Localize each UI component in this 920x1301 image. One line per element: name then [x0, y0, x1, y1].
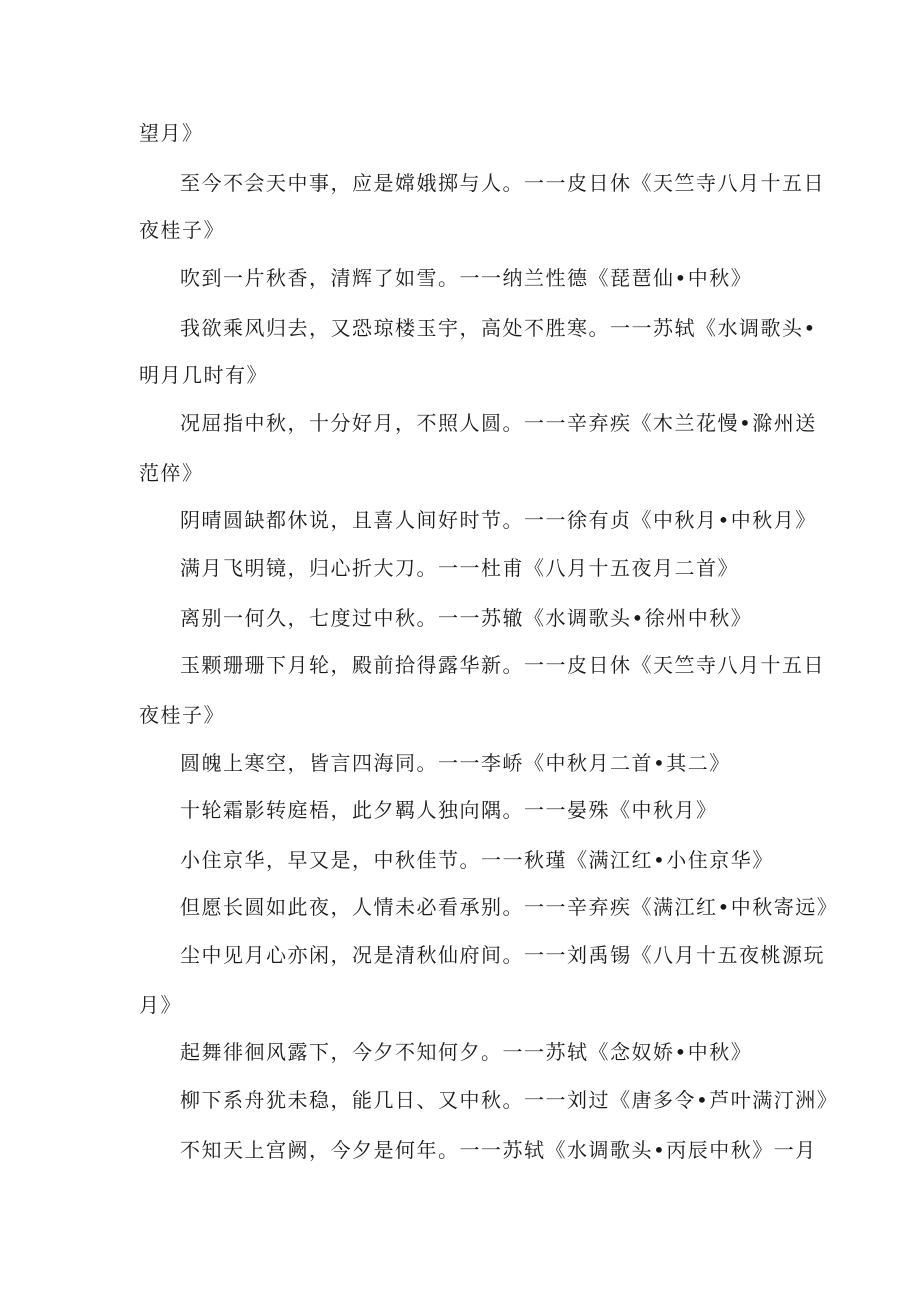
- text-line: 玉颗珊珊下月轮，殿前拾得露华新。一一皮日休《天竺寺八月十五日: [180, 653, 825, 677]
- text-line: 不知天上宫阙，今夕是何年。一一苏轼《水调歌头•丙辰中秋》一月: [180, 1138, 817, 1162]
- text-line: 吹到一片秋香，清辉了如雪。一一纳兰性德《琵琶仙•中秋》: [180, 266, 753, 290]
- text-line: 柳下系舟犹未稳，能几日、又中秋。一一刘过《唐多令•芦叶满汀洲》: [180, 1088, 839, 1112]
- text-line: 离别一何久，七度过中秋。一一苏辙《水调歌头•徐州中秋》: [180, 606, 753, 630]
- text-line: 望月》: [139, 121, 204, 145]
- text-line: 况屈指中秋，十分好月，不照人圆。一一辛弃疾《木兰花慢•滁州送: [180, 411, 817, 435]
- text-line: 尘中见月心亦闲，况是清秋仙府间。一一刘禹锡《八月十五夜桃源玩: [180, 943, 825, 967]
- text-line: 起舞徘徊风露下，今夕不知何夕。一一苏轼《念奴娇•中秋》: [180, 1040, 753, 1064]
- text-line: 月》: [139, 993, 182, 1017]
- text-line: 夜桂子》: [139, 218, 225, 242]
- text-line: 明月几时有》: [139, 363, 268, 387]
- text-line: 至今不会天中事，应是嫦娥掷与人。一一皮日休《天竺寺八月十五日: [180, 171, 825, 195]
- text-line: 我欲乘风归去，又恐琼楼玉宇，高处不胜寒。一一苏轼《水调歌头•: [180, 316, 817, 340]
- text-line: 范倅》: [139, 461, 204, 485]
- text-line: 夜桂子》: [139, 703, 225, 727]
- text-line: 阴晴圆缺都休说，且喜人间好时节。一一徐有贞《中秋月•中秋月》: [180, 508, 817, 532]
- text-line: 满月飞明镜，归心折大刀。一一杜甫《八月十五夜月二首》: [180, 556, 739, 580]
- text-line: 圆魄上寒空，皆言四海同。一一李峤《中秋月二首•其二》: [180, 751, 731, 775]
- text-line: 但愿长圆如此夜，人情未必看承别。一一辛弃疾《满江红•中秋寄远》: [180, 895, 839, 919]
- text-line: 十轮霜影转庭梧，此夕羁人独向隅。一一晏殊《中秋月》: [180, 798, 718, 822]
- text-line: 小住京华，早又是，中秋佳节。一一秋瑾《满江红•小住京华》: [180, 848, 774, 872]
